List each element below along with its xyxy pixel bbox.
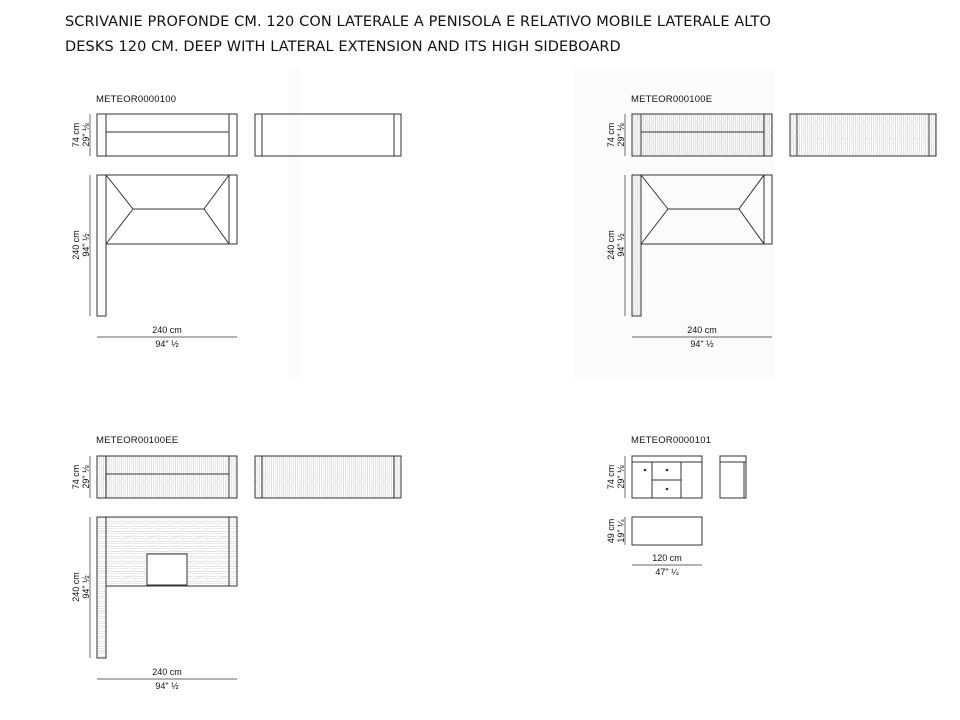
width-dimension-label: 240 cm [152, 325, 182, 335]
length-dimension-label: 240 cm 94" ½ [606, 230, 626, 260]
height-dimension-label: 74 cm 29" ⅛ [71, 464, 91, 490]
plan-view [97, 517, 237, 658]
sideboard-front-elevation [632, 456, 702, 498]
width-dimension-label: 240 cm [687, 325, 717, 335]
product-code: METEOR0000101 [631, 435, 712, 446]
depth-dimension-label: 49 cm 19" ¼ [606, 518, 626, 544]
length-dimension-label: 240 cm 94" ½ [71, 572, 91, 602]
side-elevation [255, 456, 401, 498]
title-italian: SCRIVANIE PROFONDE CM. 120 CON LATERALE A PENISOLA E RELATIVO MOBILE LATERALE ALTO [65, 14, 771, 30]
front-elevation [97, 456, 237, 498]
width-dimension-label-inches: 94" ½ [690, 339, 714, 349]
dimension-lines [625, 456, 702, 565]
width-dimension-label-inches: 94" ½ [155, 339, 179, 349]
width-dimension-label: 120 cm [652, 553, 682, 563]
plan-view [632, 175, 772, 316]
width-dimension-label-inches: 94" ½ [155, 681, 179, 691]
height-dimension-label: 74 cm 29" ⅛ [606, 464, 626, 490]
sideboard-plan-view [632, 517, 702, 545]
height-dimension-label: 74 cm 29" ⅛ [71, 122, 91, 148]
product-code: METEOR00100EE [96, 435, 179, 446]
sideboard-side-elevation [720, 456, 746, 498]
side-elevation [255, 114, 401, 156]
front-elevation [97, 114, 237, 156]
width-dimension-label-inches: 47" ¼ [655, 567, 679, 577]
product-code: METEOR0000100 [96, 94, 177, 105]
side-elevation [790, 114, 936, 156]
product-code: METEOR000100E [631, 94, 713, 105]
title-english: DESKS 120 CM. DEEP WITH LATERAL EXTENSION AND ITS HIGH SIDEBOARD [65, 39, 621, 55]
front-elevation [632, 114, 772, 156]
length-dimension-label: 240 cm 94" ½ [71, 230, 91, 260]
dimension-lines [90, 114, 237, 337]
height-dimension-label: 74 cm 29" ⅛ [606, 122, 626, 148]
width-dimension-label: 240 cm [152, 667, 182, 677]
plan-view [97, 175, 237, 316]
